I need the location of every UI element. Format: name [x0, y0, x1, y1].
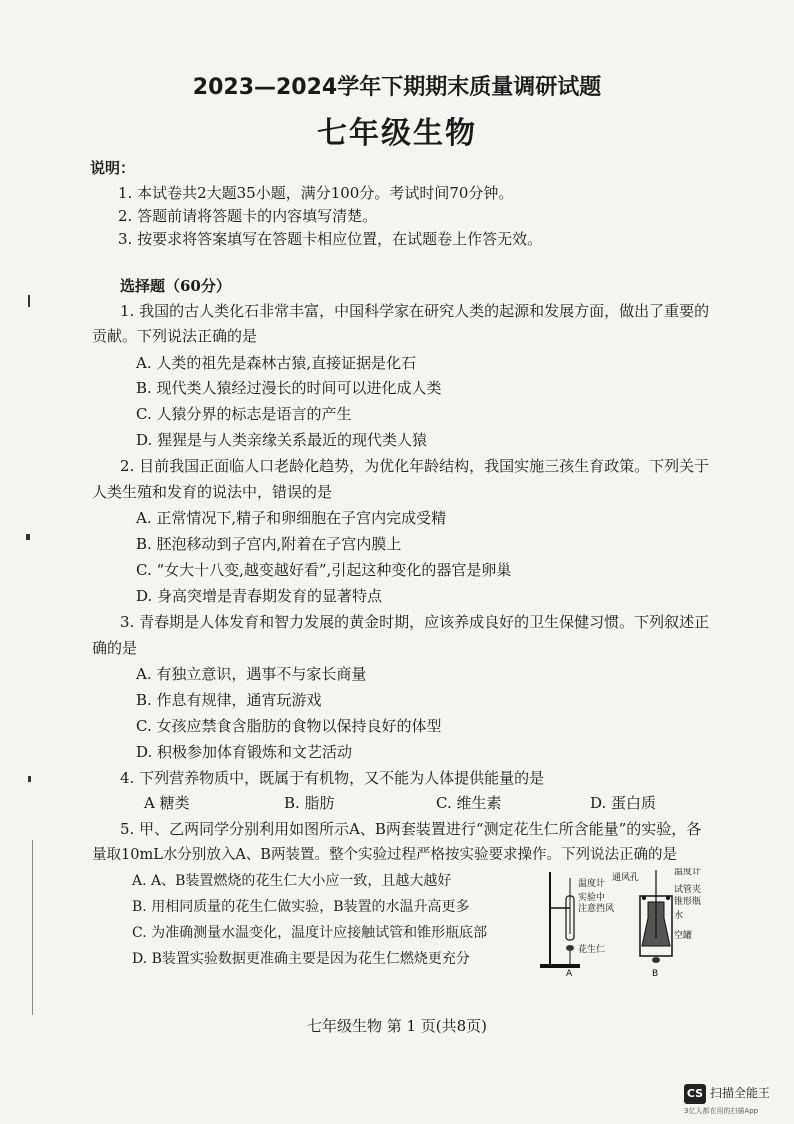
label-note-a1: 实验中: [578, 893, 606, 903]
q1-stem: 1. 我国的古人类化石非常丰富，中国科学家在研究人类的起源和发展方面，做出了重要的: [120, 302, 710, 320]
q5-stem-cont: 量取10mL水分别放入A、B两装置。整个实验过程严格按实验要求操作。下列说法正确的是: [92, 847, 677, 863]
label-peanut: 花生仁: [578, 945, 606, 955]
scan-artifact: [26, 534, 30, 540]
label-thermometer-b: 温度计: [674, 868, 702, 877]
label-note-a2: 注意挡风: [578, 904, 615, 914]
q5-option-b: B. 用相同质量的花生仁做实验，B装置的水温升高更多: [132, 899, 470, 915]
q4-option-a: A 糖类: [144, 794, 190, 812]
page-footer: 七年级生物 第 1 页(共8页): [306, 1017, 488, 1035]
label-a: A: [566, 969, 573, 978]
label-b: B: [652, 969, 659, 978]
section-heading: 选择题（60分）: [120, 277, 231, 295]
q3-option-d: D. 积极参加体育锻炼和文艺活动: [136, 743, 353, 761]
q1-option-c: C. 人猿分界的标志是语言的产生: [136, 405, 352, 423]
scanner-tagline: 3亿人都在用的扫描App: [684, 1107, 759, 1115]
q4-option-b: B. 脂肪: [284, 794, 335, 812]
q3-option-a: A. 有独立意识，遇事不与家长商量: [136, 665, 367, 683]
q4-option-d: D. 蛋白质: [590, 794, 657, 812]
q2-option-d: D. 身高突增是青春期发育的显著特点: [136, 587, 383, 605]
q2-stem: 2. 目前我国正面临人口老龄化趋势，为优化年龄结构，我国实施三孩生育政策。下列关于: [120, 457, 710, 475]
subject-title: 七年级生物: [317, 116, 477, 151]
q3-stem-cont: 确的是: [92, 639, 138, 657]
scan-artifact: [28, 295, 30, 307]
q4-option-c: C. 维生素: [436, 794, 502, 812]
q2-option-c: C. “女大十八变,越变越好看”,引起这种变化的器官是卵巢: [136, 561, 512, 579]
q5-stem: 5. 甲、乙两同学分别利用如图所示A、B两套装置进行“测定花生仁所含能量”的实验，各: [120, 820, 702, 838]
q1-option-d: D. 猩猩是与人类亲缘关系最近的现代类人猿: [136, 431, 428, 449]
label-can: 空罐: [674, 931, 693, 941]
q4-stem: 4. 下列营养物质中，既属于有机物，又不能为人体提供能量的是: [120, 769, 545, 787]
q5-option-d: D. B装置实验数据更准确主要是因为花生仁燃烧更充分: [132, 951, 470, 967]
scan-artifact: [28, 776, 31, 782]
label-tube-clamp: 试管夹: [674, 885, 702, 895]
experiment-apparatus-figure: [536, 868, 706, 978]
q1-option-a: A. 人类的祖先是森林古猿,直接证据是化石: [136, 354, 417, 372]
exam-title: 2023—2024学年下期期末质量调研试题: [192, 75, 602, 100]
label-vent: 通风孔: [612, 873, 640, 883]
instructions-heading: 说明：: [90, 159, 136, 177]
q3-option-b: B. 作息有规律，通宵玩游戏: [136, 691, 322, 709]
q5-option-c: C. 为准确测量水温变化，温度计应接触试管和锥形瓶底部: [132, 925, 488, 941]
apparatus-a: [540, 872, 580, 968]
scanner-logo-icon: CS: [684, 1084, 706, 1104]
label-thermometer-a: 温度计: [578, 879, 606, 889]
instruction-item: 1. 本试卷共2大题35小题，满分100分。考试时间70分钟。: [118, 184, 514, 202]
q1-stem-cont: 贡献。下列说法正确的是: [92, 327, 258, 345]
scanner-watermark: [684, 1080, 794, 1120]
q5-option-a: A. A、B装置燃烧的花生仁大小应一致，且越大越好: [132, 873, 452, 889]
label-flask: 锥形瓶: [674, 897, 702, 907]
q2-option-a: A. 正常情况下,精子和卵细胞在子宫内完成受精: [136, 509, 447, 527]
label-water: 水: [674, 911, 684, 921]
q3-stem: 3. 青春期是人体发育和智力发展的黄金时期，应该养成良好的卫生保健习惯。下列叙述正: [120, 613, 710, 631]
q2-stem-cont: 人类生殖和发育的说法中，错误的是: [92, 483, 333, 501]
instruction-item: 2. 答题前请将答题卡的内容填写清楚。: [118, 207, 378, 225]
q1-option-b: B. 现代类人猿经过漫长的时间可以进化成人类: [136, 379, 442, 397]
instruction-item: 3. 按要求将答案填写在答题卡相应位置，在试题卷上作答无效。: [118, 230, 543, 248]
q3-option-c: C. 女孩应禁食含脂肪的食物以保持良好的体型: [136, 717, 442, 735]
q2-option-b: B. 胚泡移动到子宫内,附着在子宫内膜上: [136, 535, 402, 553]
binding-line: [32, 840, 33, 1015]
scanner-name: 扫描全能王: [710, 1086, 771, 1100]
apparatus-b: [640, 870, 672, 963]
